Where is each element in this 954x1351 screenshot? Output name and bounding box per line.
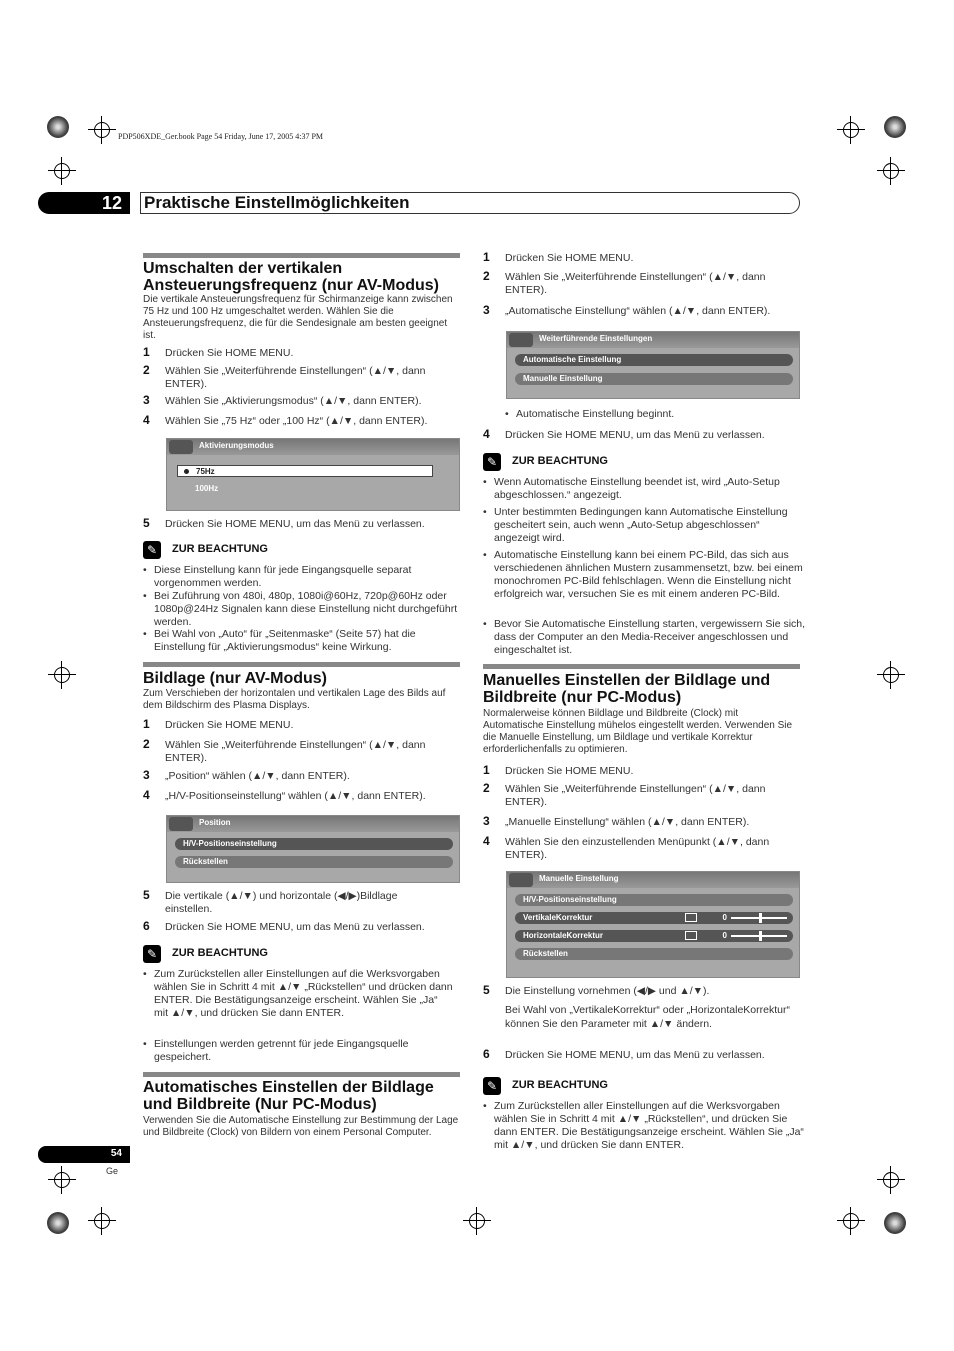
note-icon: ✎: [143, 945, 161, 963]
osd-row: H/V-Positionseinstellung: [175, 838, 453, 850]
osd-option-100hz: 100Hz: [195, 484, 219, 493]
osd-header: [507, 332, 799, 348]
crosshair-icon: [463, 1207, 491, 1235]
note-item: • Unter bestimmten Bedingungen kann Automatische Einstellung gescheitert sein, auch wenn „Auto-Setup abgeschlossen“ angezeigt wird.: [483, 506, 794, 545]
step: 5 Die vertikale (▲/▼) und horizontale (◀/▶)Bildlage einstellen.: [143, 888, 398, 915]
note-item: • Bei Wahl von „Auto“ für „Seitenmaske“ (Seite 57) hat die Einstellung für „Aktivierungsmodus“ keine Wirkung.: [143, 628, 459, 654]
crosshair-icon: [877, 1166, 905, 1194]
crosshair-icon: [837, 1207, 865, 1235]
slider-knob: [759, 913, 762, 923]
osd-row-vertical: VertikaleKorrektur 0: [515, 912, 793, 924]
section-rule: [143, 253, 460, 258]
osd-row: Automatische Einstellung: [515, 354, 793, 366]
note-heading: ZUR BEACHTUNG: [172, 543, 268, 555]
section-intro: Normalerweise können Bildlage und Bildbreite (Clock) mit Automatische Einstellung mühelos eingestellt werden. Verwenden Sie die Manuelle Einstellung, um Bildlage und vertikale Korrektur erforderlichenfalls zu optimieren.: [483, 708, 793, 755]
file-info: PDP506XDE_Ger.book Page 54 Friday, June 17, 2005 4:37 PM: [118, 132, 324, 141]
osd-row: Rückstellen: [515, 948, 793, 960]
registration-disc-icon: [884, 116, 906, 138]
step: 4 Wählen Sie den einzustellenden Menüpunkt (▲/▼, dann ENTER).: [483, 834, 770, 861]
osd-header-label: Manuelle Einstellung: [539, 874, 619, 883]
page-number-bar: [38, 1146, 130, 1163]
step: 2 Wählen Sie „Weiterführende Einstellungen“ (▲/▼, dann ENTER).: [483, 269, 766, 296]
note-heading: ZUR BEACHTUNG: [512, 455, 608, 467]
note-item: • Zum Zurückstellen aller Einstellungen auf die Werksvorgaben wählen Sie in Schritt 4 mit ▲/▼ „Rückstellen“ und drücken dann ENTER. Die Bestätigungsanzeige erscheint. Wählen Sie „Ja“ mit ▲/▼, und drücken Sie dann ENTER.: [143, 968, 454, 1020]
registration-disc-icon: [47, 1212, 69, 1234]
note-item: • Zum Zurückstellen aller Einstellungen auf die Werksvorgaben wählen Sie in Schritt 4 mit ▲/▼ „Rückstellen“, und drücken Sie dann ENTER. Die Bestätigungsanzeige erscheint. Wählen Sie „Ja“ mit ▲/▼, und drücken Sie dann ENTER.: [483, 1100, 809, 1152]
menu-icon: [509, 333, 533, 347]
note-icon: ✎: [483, 453, 501, 471]
osd-row: H/V-Positionseinstellung: [515, 894, 793, 906]
note-icon: ✎: [483, 1077, 501, 1095]
slider: [731, 935, 787, 937]
registration-disc-icon: [884, 1212, 906, 1234]
chapter-title: Praktische Einstellmöglichkeiten: [144, 193, 410, 212]
slider: [731, 917, 787, 919]
section-title: Bildlage (nur AV-Modus): [143, 670, 327, 687]
crosshair-icon: [48, 157, 76, 185]
crosshair-icon: [48, 661, 76, 689]
note-item: • Einstellungen werden getrennt für jede Eingangsquelle gespeichert.: [143, 1038, 454, 1064]
info-item: • Automatische Einstellung beginnt.: [505, 408, 796, 421]
language-code: Ge: [106, 1166, 119, 1176]
slider-knob: [759, 931, 762, 941]
menu-icon: [509, 873, 533, 887]
section-rule: [143, 662, 460, 667]
osd-screen: [166, 815, 460, 883]
osd-row: Manuelle Einstellung: [515, 373, 793, 385]
section-intro: Verwenden Sie die Automatische Einstellung zur Bestimmung der Lage und Bildbreite (Clock) von Bildern von einem Personal Computer.: [143, 1115, 459, 1138]
osd-header: [167, 439, 459, 455]
section-rule: [483, 664, 800, 669]
section-title: Manuelles Einstellen der Bildlage und Bildbreite (nur PC-Modus): [483, 672, 771, 706]
osd-screen: [166, 438, 460, 511]
crosshair-icon: [48, 1166, 76, 1194]
osd-screen: [506, 331, 800, 399]
chapter-number: 12: [38, 192, 130, 214]
vertical-adjust-icon: [685, 913, 697, 922]
note-heading: ZUR BEACHTUNG: [512, 1079, 608, 1091]
registration-disc-icon: [47, 116, 69, 138]
step: 2 Wählen Sie „Weiterführende Einstellungen“ (▲/▼, dann ENTER).: [143, 737, 426, 764]
menu-icon: [169, 440, 193, 454]
crosshair-icon: [877, 661, 905, 689]
crosshair-icon: [88, 1207, 116, 1235]
step-detail: Bei Wahl von „VertikaleKorrektur“ oder „HorizontaleKorrektur“ können Sie den Parameter mit ▲/▼ ändern.: [505, 1004, 790, 1030]
radio-dot-icon: [184, 469, 189, 474]
note-item: • Diese Einstellung kann für jede Eingangsquelle separat vorgenommen werden.: [143, 564, 454, 590]
section-rule: [143, 1072, 460, 1077]
note-item: • Bevor Sie Automatische Einstellung starten, vergewissern Sie sich, dass der Computer an den Media-Receiver angeschlossen und eingeschaltet ist.: [483, 618, 809, 657]
crosshair-icon: [837, 116, 865, 144]
osd-header-label: Position: [199, 818, 231, 827]
horizontal-adjust-icon: [685, 931, 697, 940]
note-item: • Wenn Automatische Einstellung beendet ist, wird „Auto-Setup abgeschlossen.“ angezeigt.: [483, 476, 794, 502]
crosshair-icon: [88, 116, 116, 144]
osd-header-label: Aktivierungsmodus: [199, 441, 274, 450]
osd-header: [167, 816, 459, 832]
osd-row-horizontal: HorizontaleKorrektur 0: [515, 930, 793, 942]
step: 2 Wählen Sie „Weiterführende Einstellungen“ (▲/▼, dann ENTER).: [483, 781, 766, 808]
note-item: • Bei Zuführung von 480i, 480p, 1080i@60Hz, 720p@60Hz oder 1080p@24Hz Signalen kann diese Einstellung nicht durchgeführt werden.: [143, 590, 459, 629]
section-title: Umschalten der vertikalen Ansteuerungsfrequenz (nur AV-Modus): [143, 260, 439, 294]
section-intro: Zum Verschieben der horizontalen und vertikalen Lage des Bilds auf dem Bildschirm des Plasma Displays.: [143, 688, 446, 711]
note-item: • Automatische Einstellung kann bei einem PC-Bild, das sich aus verschiedenen ähnlichen Mustern zusammensetzt, bzw. bei einem monochromen PC-Bild fehlschlagen. Wenn die Einstellung nicht erfolgreich war, versuchen Sie es mit einem anderen PC-Bild.: [483, 549, 809, 601]
page-number: 54: [110, 1148, 122, 1159]
menu-icon: [169, 817, 193, 831]
note-icon: ✎: [143, 541, 161, 559]
crosshair-icon: [877, 157, 905, 185]
section-intro: Die vertikale Ansteuerungsfrequenz für Schirmanzeige kann zwischen 75 Hz und 100 Hz umgeschaltet werden. Wählen Sie die Ansteuerungsfrequenz, die für die Sendesignale am besten geeignet ist.: [143, 294, 453, 341]
note-heading: ZUR BEACHTUNG: [172, 947, 268, 959]
section-title: Automatisches Einstellen der Bildlage und Bildbreite (Nur PC-Modus): [143, 1079, 434, 1113]
step: 2 Wählen Sie „Weiterführende Einstellungen“ (▲/▼, dann ENTER).: [143, 363, 426, 390]
osd-header: [507, 872, 799, 888]
osd-option-75hz: 75Hz: [177, 465, 433, 477]
osd-screen: [506, 871, 800, 978]
osd-row: Rückstellen: [175, 856, 453, 868]
osd-header-label: Weiterführende Einstellungen: [539, 334, 653, 343]
